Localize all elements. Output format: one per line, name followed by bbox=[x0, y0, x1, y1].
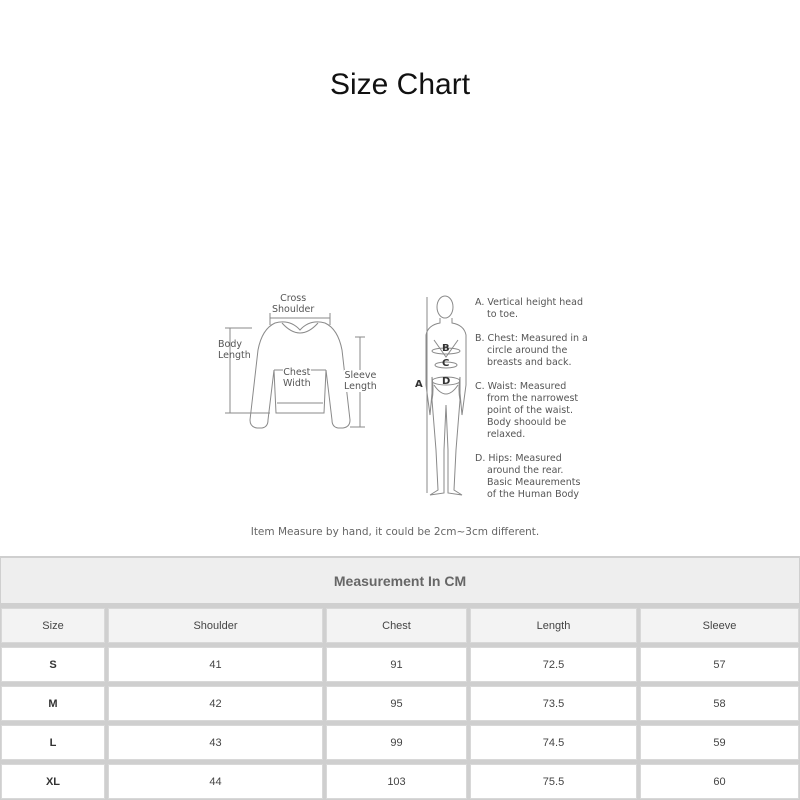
table-cell-size: XL bbox=[1, 764, 105, 799]
legend-d-line-3: Basic Meaurements bbox=[487, 477, 581, 488]
letter-c: C bbox=[442, 358, 450, 369]
table-caption: Measurement In CM bbox=[1, 558, 799, 603]
table-cell-shoulder: 41 bbox=[108, 647, 323, 682]
sleeve-length-line-1: Sleeve bbox=[344, 370, 377, 381]
column-header-shoulder: Shoulder bbox=[108, 608, 323, 643]
legend-item-a bbox=[475, 297, 588, 321]
table-cell-sleeve: 58 bbox=[640, 686, 799, 721]
figure-head bbox=[437, 296, 453, 318]
table-cell-shoulder: 43 bbox=[108, 725, 323, 760]
body-measurement-legend bbox=[475, 297, 588, 501]
cross-shoulder-line-1: Cross bbox=[280, 293, 307, 304]
legend-item-d bbox=[475, 453, 588, 501]
cross-shoulder-label bbox=[272, 293, 314, 315]
legend-item-b bbox=[475, 333, 588, 369]
table-cell-length: 73.5 bbox=[470, 686, 637, 721]
sweater-neckline bbox=[282, 323, 318, 333]
table-cell-chest: 103 bbox=[326, 764, 467, 799]
body-length-label bbox=[218, 339, 251, 361]
legend-d-line-2: around the rear. bbox=[487, 465, 564, 476]
table-cell-shoulder: 44 bbox=[108, 764, 323, 799]
legend-c-line-1: C. Waist: Measured bbox=[475, 381, 567, 392]
chest-width-line-1: Chest bbox=[283, 367, 311, 378]
legend-item-c bbox=[475, 381, 588, 441]
column-header-length: Length bbox=[470, 608, 637, 643]
table-cell-chest: 99 bbox=[326, 725, 467, 760]
letter-a: A bbox=[415, 379, 423, 390]
sleeve-length-line-2: Length bbox=[344, 381, 377, 392]
legend-c-line-4: Body shoould be bbox=[487, 417, 567, 428]
table-cell-shoulder: 42 bbox=[108, 686, 323, 721]
chest-width-line-2: Width bbox=[283, 378, 311, 389]
table-cell-chest: 95 bbox=[326, 686, 467, 721]
sleeve-length-label bbox=[344, 370, 377, 392]
legend-c-line-3: point of the waist. bbox=[487, 405, 573, 416]
table-cell-size: L bbox=[1, 725, 105, 760]
table-cell-sleeve: 59 bbox=[640, 725, 799, 760]
legend-d-line-4: of the Human Body bbox=[487, 489, 580, 500]
column-header-sleeve: Sleeve bbox=[640, 608, 799, 643]
letter-d: D bbox=[442, 376, 451, 387]
table-cell-size: M bbox=[1, 686, 105, 721]
letter-b: B bbox=[442, 343, 450, 354]
measurement-footnote: Item Measure by hand, it could be 2cm~3cm different. bbox=[250, 526, 540, 538]
legend-c-line-2: from the narrowest bbox=[487, 393, 579, 404]
legend-b-line-1: B. Chest: Measured in a bbox=[475, 333, 588, 344]
table-cell-length: 75.5 bbox=[470, 764, 637, 799]
table-cell-size: S bbox=[1, 647, 105, 682]
body-length-line-2: Length bbox=[218, 350, 251, 361]
table-cell-sleeve: 57 bbox=[640, 647, 799, 682]
page-title: Size Chart bbox=[329, 68, 471, 101]
column-header-size: Size bbox=[1, 608, 105, 643]
measurement-table bbox=[0, 556, 800, 800]
table-cell-chest: 91 bbox=[326, 647, 467, 682]
legend-a-line-2: to toe. bbox=[487, 309, 518, 320]
table-cell-length: 72.5 bbox=[470, 647, 637, 682]
legend-a-line-1: A. Vertical height head bbox=[475, 297, 583, 308]
table-cell-sleeve: 60 bbox=[640, 764, 799, 799]
legend-b-line-3: breasts and back. bbox=[487, 357, 572, 368]
table-cell-length: 74.5 bbox=[470, 725, 637, 760]
legend-d-line-1: D. Hips: Measured bbox=[475, 453, 562, 464]
cross-shoulder-line-2: Shoulder bbox=[272, 304, 315, 315]
column-header-chest: Chest bbox=[326, 608, 467, 643]
body-length-line-1: Body bbox=[218, 339, 242, 350]
legend-c-line-5: relaxed. bbox=[487, 429, 526, 440]
chest-width-label bbox=[283, 367, 311, 389]
measurement-diagram bbox=[200, 285, 600, 545]
legend-b-line-2: circle around the bbox=[487, 345, 568, 356]
